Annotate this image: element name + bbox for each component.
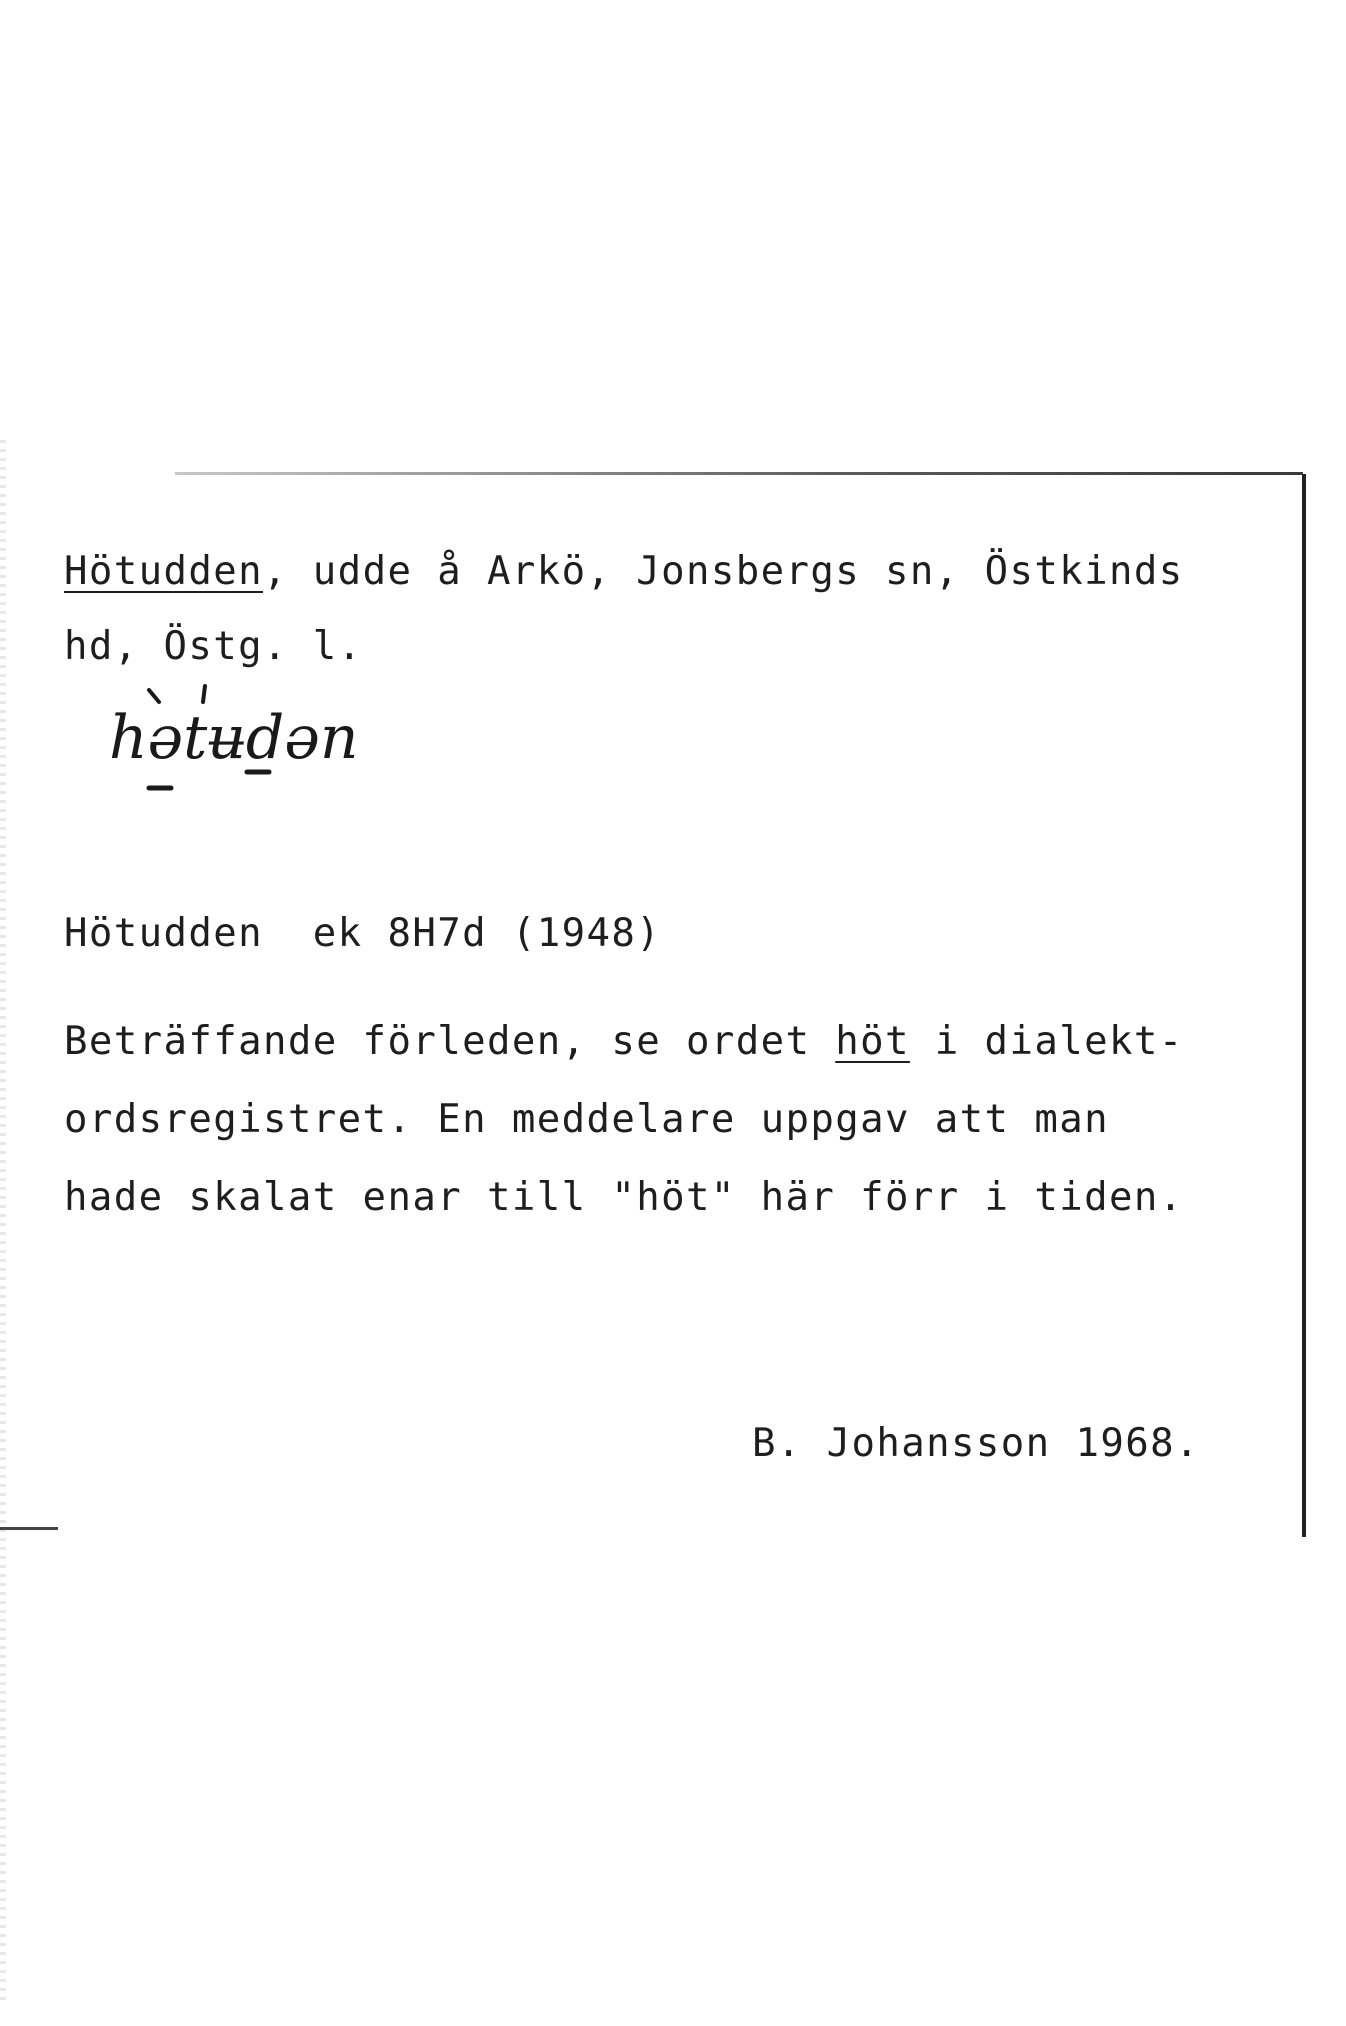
entry-line-2: hd, Östg. l.: [64, 624, 363, 669]
signature: B. Johansson 1968.: [752, 1421, 1200, 1466]
headword: Hötudden: [64, 549, 264, 594]
source-reference: Hötudden ek 8H7d (1948): [64, 911, 662, 956]
card-frame-left-tick: [0, 1527, 58, 1530]
pronunciation-text: hətʉdən: [109, 703, 359, 773]
scan-edge: [0, 440, 6, 2000]
body-line-2: ordsregistret. En meddelare uppgav att man: [64, 1097, 1109, 1142]
body-line-3: hade skalat enar till "höt" här förr i tiden.: [64, 1175, 1184, 1220]
referenced-word: höt: [835, 1019, 910, 1064]
card-frame-right-rule: [1302, 474, 1306, 1537]
body-line-1-start: Beträffande förleden, se ordet: [64, 1019, 836, 1064]
entry-line-1: [64, 549, 1184, 594]
handwritten-pronunciation: [105, 680, 445, 810]
card-frame-top-rule: [175, 472, 1303, 475]
entry-location: , udde å Arkö, Jonsbergs sn, Östkinds: [263, 549, 1184, 594]
body-line-1: [64, 1019, 1184, 1064]
body-line-1-end: i dialekt-: [909, 1019, 1184, 1064]
